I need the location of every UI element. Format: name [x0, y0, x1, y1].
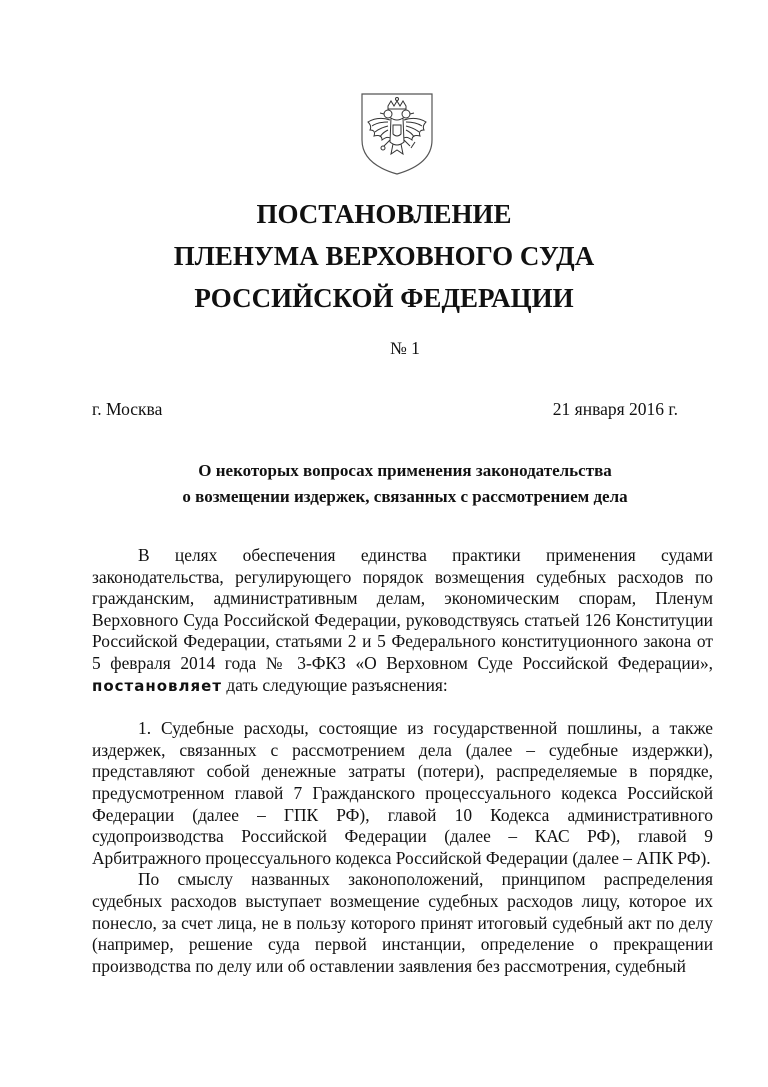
title-line-3: РОССИЙСКОЙ ФЕДЕРАЦИИ [194, 283, 574, 313]
document-subject [0, 458, 768, 510]
paragraph-2: По смыслу названных законоположений, принципом распределения судебных расходов выступает возмещение судебных расходов лицу, которое их понесло, за счет лица, не в пользу которого принят итоговый судебный акт по делу (например, решение суда первой инстанции, определение о прекращении производства по делу или об оставлении заявления без рассмотрения, судебный [92, 869, 713, 976]
title-line-1: ПОСТАНОВЛЕНИЕ [256, 199, 512, 229]
title-line-2: ПЛЕНУМА ВЕРХОВНОГО СУДА [173, 241, 595, 271]
subject-line-1: О некоторых вопросах применения законодательства [198, 461, 612, 480]
document-city: г. Москва [92, 399, 163, 419]
document-number: № 1 [390, 338, 420, 358]
preamble-paragraph [92, 545, 713, 697]
document-title [0, 193, 768, 319]
coat-of-arms-icon [360, 92, 434, 176]
subject-line-2: о возмещении издержек, связанных с рассмотрением дела [182, 487, 628, 506]
preamble-keyword: постановляет [92, 676, 223, 695]
document-date: 21 января 2016 г. [552, 399, 678, 419]
paragraph-1: 1. Судебные расходы, состоящие из государственной пошлины, а также издержек, связанных с рассмотрением дела (далее – судебные издержки), представляют собой денежные затраты (потери), распределяемые в порядке, предусмотренном главой 7 Гражданского процессуального кодекса Российской Федерации (далее – ГПК РФ), главой 10 Кодекса административного судопроизводства Российской Федерации (далее – КАС РФ), главой 9 Арбитражного процессуального кодекса Российской Федерации (далее – АПК РФ). [92, 718, 713, 868]
preamble-text-end: дать следующие разъяснения: [226, 674, 448, 695]
preamble-text: В целях обеспечения единства практики применения судами законодательства, регулирующего порядок возмещения судебных расходов по гражданским, административным делам, экономическим спорам, Пленум Верховного Суда Российской Федерации, руководствуясь статьей 126 Конституции Российской Федерации, статьями 2 и 5 Федерального конституционного закона от 5 февраля 2014 года № 3-ФКЗ «О Верховном Суде Российской Федерации», [92, 545, 713, 673]
document-body [92, 545, 713, 977]
